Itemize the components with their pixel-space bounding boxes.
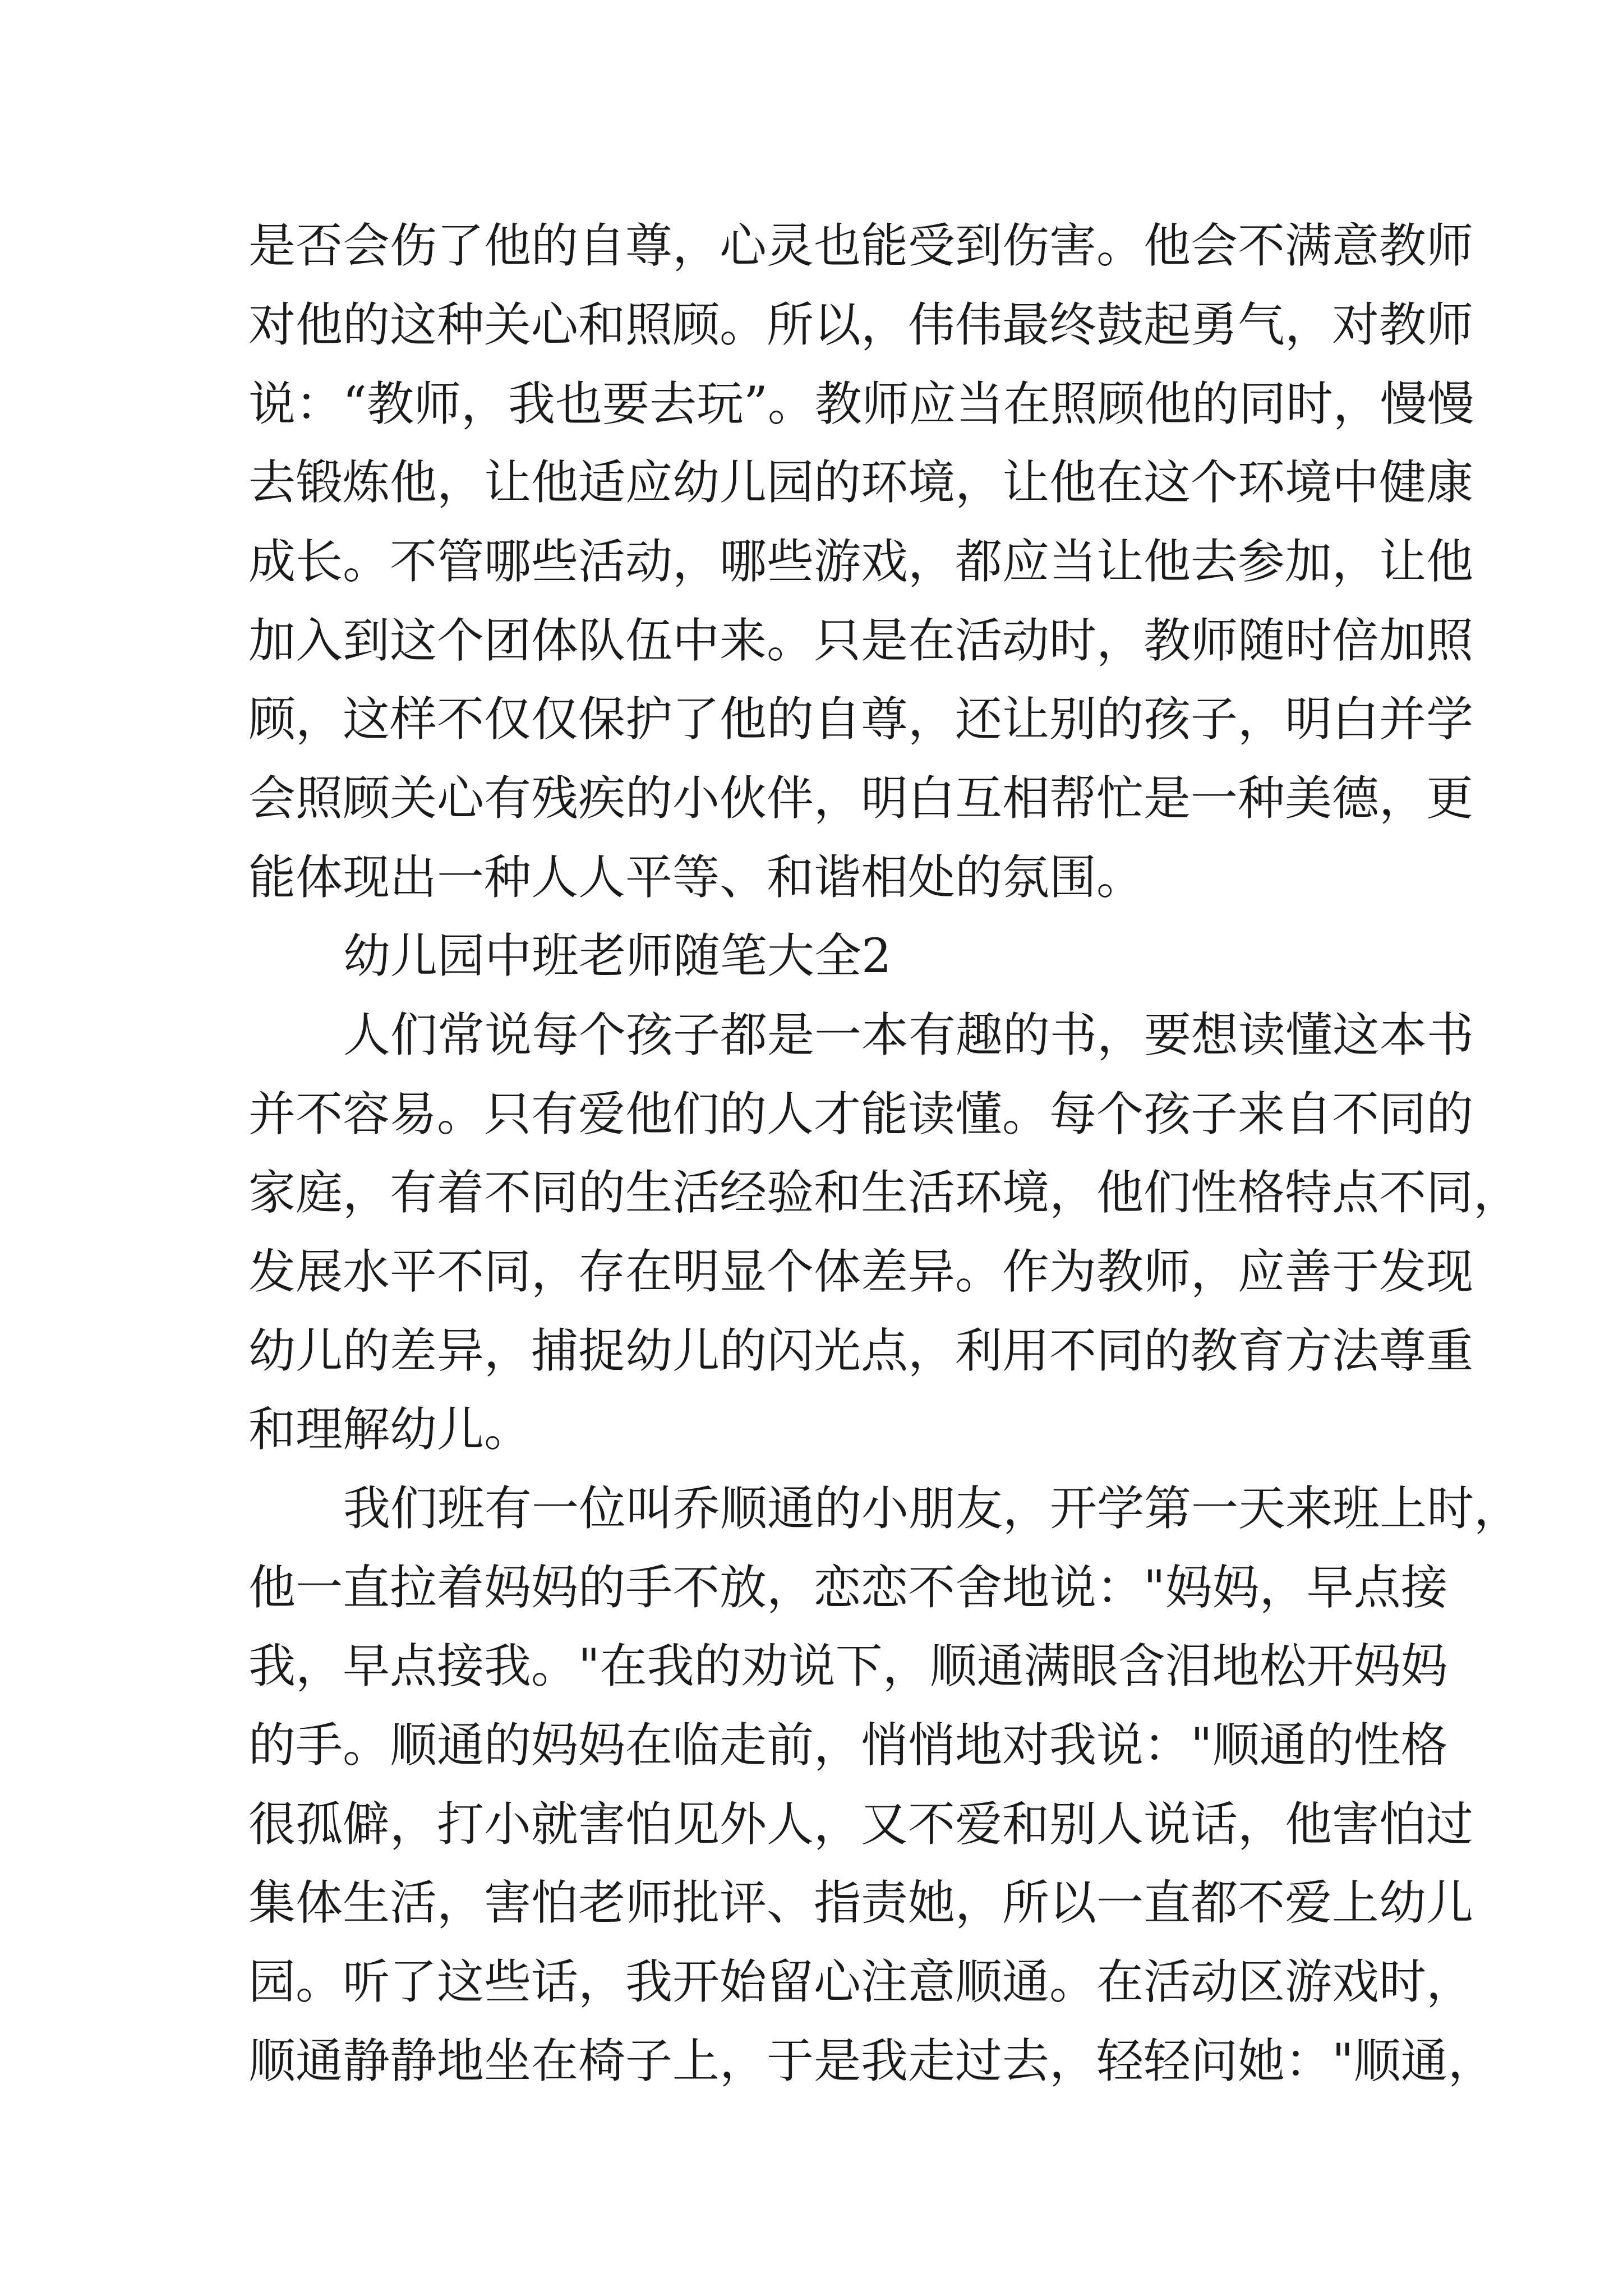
body-line: 对他的这种关心和照顾。所以，伟伟最终鼓起勇气，对教师: [248, 297, 1474, 352]
body-line: 家庭，有着不同的生活经验和生活环境，他们性格特点不同，: [248, 1165, 1521, 1220]
body-line: 会照顾关心有残疾的小伙伴，明白互相帮忙是一种美德，更: [248, 771, 1474, 826]
body-line: 的手。顺通的妈妈在临走前，悄悄地对我说："顺通的性格: [248, 1718, 1448, 1773]
body-line: 顺通静静地坐在椅子上，于是我走过去，轻轻问她："顺通，: [248, 2033, 1495, 2088]
body-line: 并不容易。只有爱他们的人才能读懂。每个孩子来自不同的: [248, 1087, 1474, 1142]
body-line: 人们常说每个孩子都是一本有趣的书，要想读懂这本书: [343, 1007, 1474, 1062]
body-line: 成长。不管哪些活动，哪些游戏，都应当让他去参加，让他: [248, 534, 1474, 589]
body-line: 集体生活，害怕老师批评、指责她，所以一直都不爱上幼儿: [248, 1875, 1474, 1930]
body-line: 幼儿的差异，捕捉幼儿的闪光点，利用不同的教育方法尊重: [248, 1323, 1474, 1378]
body-line: 去锻炼他，让他适应幼儿园的环境，让他在这个环境中健康: [248, 455, 1474, 510]
body-line: 加入到这个团体队伍中来。只是在活动时，教师随时倍加照: [248, 613, 1474, 668]
body-line: 发展水平不同，存在明显个体差异。作为教师，应善于发现: [248, 1244, 1474, 1299]
body-line: 是否会伤了他的自尊，心灵也能受到伤害。他会不满意教师: [248, 218, 1474, 273]
body-line: 他一直拉着妈妈的手不放，恋恋不舍地说："妈妈，早点接: [248, 1560, 1448, 1615]
body-line: 园。听了这些话，我开始留心注意顺通。在活动区游戏时，: [248, 1954, 1474, 2009]
body-line: 和理解幼儿。: [248, 1402, 532, 1457]
body-line: 说：“教师，我也要去玩”。教师应当在照顾他的同时，慢慢: [248, 376, 1474, 431]
body-line: 能体现出一种人人平等、和谐相处的氛围。: [248, 850, 1144, 905]
body-line: 顾，这样不仅仅保护了他的自尊，还让别的孩子，明白并学: [248, 692, 1474, 747]
body-line: 很孤僻，打小就害怕见外人，又不爱和别人说话，他害怕过: [248, 1797, 1474, 1852]
body-line: 我们班有一位叫乔顺通的小朋友，开学第一天来班上时，: [343, 1481, 1521, 1536]
section-heading: 幼儿园中班老师随笔大全2: [343, 928, 892, 983]
body-line: 我，早点接我。"在我的劝说下，顺通满眼含泪地松开妈妈: [248, 1639, 1448, 1694]
